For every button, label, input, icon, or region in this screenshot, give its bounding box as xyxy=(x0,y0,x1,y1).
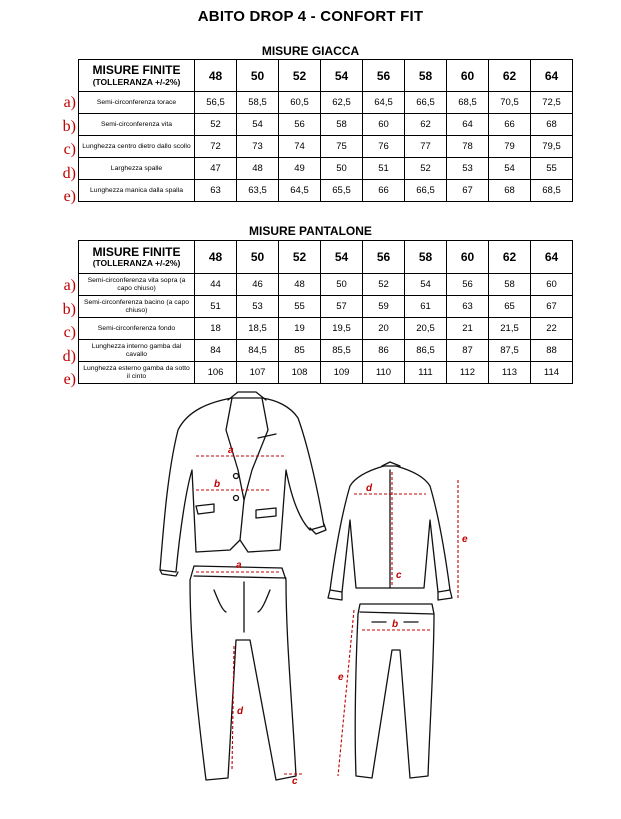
header-main: MISURE FINITE xyxy=(92,244,181,259)
measure-value: 68,5 xyxy=(531,180,573,202)
measure-value: 110 xyxy=(363,362,405,384)
measure-value: 64,5 xyxy=(363,92,405,114)
measure-value: 65 xyxy=(489,296,531,318)
diagram-label: d xyxy=(366,483,373,494)
size-header: 52 xyxy=(279,241,321,274)
size-header: 56 xyxy=(363,241,405,274)
measure-value: 109 xyxy=(321,362,363,384)
measure-value: 60,5 xyxy=(279,92,321,114)
size-header: 56 xyxy=(363,60,405,92)
measure-value: 49 xyxy=(279,158,321,180)
trousers-front-drawing xyxy=(190,566,296,780)
measure-value: 20,5 xyxy=(405,318,447,340)
measure-value: 65,5 xyxy=(321,180,363,202)
measure-value: 85,5 xyxy=(321,340,363,362)
measure-value: 61 xyxy=(405,296,447,318)
measure-value: 56,5 xyxy=(195,92,237,114)
measure-value: 51 xyxy=(195,296,237,318)
measure-value: 66 xyxy=(489,114,531,136)
measure-value: 73 xyxy=(237,136,279,158)
measure-value: 21 xyxy=(447,318,489,340)
measure-value: 52 xyxy=(363,274,405,296)
size-header: 48 xyxy=(195,60,237,92)
measure-value: 56 xyxy=(279,114,321,136)
measure-value: 86 xyxy=(363,340,405,362)
trousers-measure-e xyxy=(338,610,354,776)
measure-value: 47 xyxy=(195,158,237,180)
measure-value: 113 xyxy=(489,362,531,384)
jacket-subtitle: MISURE GIACCA xyxy=(261,44,360,58)
measure-value: 76 xyxy=(363,136,405,158)
measure-value: 19,5 xyxy=(321,318,363,340)
measure-value: 107 xyxy=(237,362,279,384)
measure-value: 58 xyxy=(321,114,363,136)
measure-value: 88 xyxy=(531,340,573,362)
size-header: 48 xyxy=(195,241,237,274)
measure-value: 54 xyxy=(405,274,447,296)
measure-value: 68,5 xyxy=(447,92,489,114)
row-letter: c) xyxy=(63,141,76,158)
size-header: 60 xyxy=(447,241,489,274)
measure-value: 54 xyxy=(489,158,531,180)
size-header: 60 xyxy=(447,60,489,92)
row-letter: c) xyxy=(63,324,76,341)
size-header: 54 xyxy=(321,241,363,274)
measure-value: 87,5 xyxy=(489,340,531,362)
row-letter: e) xyxy=(63,188,76,205)
measure-value: 53 xyxy=(237,296,279,318)
measure-value: 74 xyxy=(279,136,321,158)
measure-value: 67 xyxy=(531,296,573,318)
diagram-label: c xyxy=(396,570,402,581)
size-header: 58 xyxy=(405,60,447,92)
measure-value: 18 xyxy=(195,318,237,340)
size-header: 54 xyxy=(321,60,363,92)
measure-value: 87 xyxy=(447,340,489,362)
jacket-front-drawing xyxy=(160,392,326,576)
measure-label: Semi-circonferenza vita xyxy=(79,114,195,136)
measure-value: 64 xyxy=(447,114,489,136)
measure-value: 63 xyxy=(447,296,489,318)
header-sub: (TOLLERANZA +/-2%) xyxy=(92,258,181,269)
measure-value: 19 xyxy=(279,318,321,340)
measure-value: 21,5 xyxy=(489,318,531,340)
measure-value: 52 xyxy=(405,158,447,180)
diagram-label: e xyxy=(462,534,468,545)
measure-value: 22 xyxy=(531,318,573,340)
measure-value: 60 xyxy=(531,274,573,296)
measure-value: 79,5 xyxy=(531,136,573,158)
measure-value: 114 xyxy=(531,362,573,384)
header-main: MISURE FINITE xyxy=(92,63,181,78)
size-header: 50 xyxy=(237,60,279,92)
row-letter: d) xyxy=(62,164,76,182)
jacket-back-drawing xyxy=(328,462,452,600)
row-letter: e) xyxy=(63,371,76,388)
measure-value: 84,5 xyxy=(237,340,279,362)
measure-value: 55 xyxy=(279,296,321,318)
size-header: 52 xyxy=(279,60,321,92)
measure-label: Larghezza spalle xyxy=(79,158,195,180)
measure-value: 53 xyxy=(447,158,489,180)
measure-value: 78 xyxy=(447,136,489,158)
diagram-label: a xyxy=(236,560,242,571)
measure-label: Semi-circonferenza bacino (a capo chiuso) xyxy=(79,296,195,318)
measure-value: 46 xyxy=(237,274,279,296)
measure-value: 44 xyxy=(195,274,237,296)
measure-value: 106 xyxy=(195,362,237,384)
measure-value: 62,5 xyxy=(321,92,363,114)
size-header: 64 xyxy=(531,241,573,274)
measure-label: Lunghezza manica dalla spalla xyxy=(79,180,195,202)
measure-value: 59 xyxy=(363,296,405,318)
size-header: 50 xyxy=(237,241,279,274)
row-letter: b) xyxy=(62,300,76,318)
measure-value: 18,5 xyxy=(237,318,279,340)
diagram-label: b xyxy=(214,479,221,490)
measure-value: 55 xyxy=(531,158,573,180)
measure-value: 68 xyxy=(489,180,531,202)
measure-value: 66,5 xyxy=(405,92,447,114)
measure-label: Semi-circonferenza vita sopra (a capo chiuso) xyxy=(79,274,195,296)
size-header: 62 xyxy=(489,60,531,92)
measure-value: 20 xyxy=(363,318,405,340)
row-letter: d) xyxy=(62,347,76,365)
measure-value: 66,5 xyxy=(405,180,447,202)
measure-value: 72,5 xyxy=(531,92,573,114)
diagram-label: d xyxy=(237,706,244,717)
measure-value: 77 xyxy=(405,136,447,158)
measure-label: Semi-circonferenza fondo xyxy=(79,318,195,340)
row-letter: b) xyxy=(62,117,76,135)
measure-label: Lunghezza interno gamba dal cavallo xyxy=(79,340,195,362)
measure-value: 112 xyxy=(447,362,489,384)
diagram-label: b xyxy=(392,619,399,630)
measure-label: Lunghezza centro dietro dallo scollo xyxy=(79,136,195,158)
size-header: 58 xyxy=(405,241,447,274)
measure-value: 48 xyxy=(237,158,279,180)
diagram-label: e xyxy=(338,672,344,683)
measure-value: 50 xyxy=(321,158,363,180)
size-header: 64 xyxy=(531,60,573,92)
measure-value: 79 xyxy=(489,136,531,158)
measure-value: 63 xyxy=(195,180,237,202)
measure-value: 50 xyxy=(321,274,363,296)
measure-value: 58 xyxy=(489,274,531,296)
measure-label: Semi-circonferenza torace xyxy=(79,92,195,114)
row-letter: a) xyxy=(63,277,76,294)
measure-value: 52 xyxy=(195,114,237,136)
diagram-label: a xyxy=(228,445,234,456)
measure-value: 84 xyxy=(195,340,237,362)
page-title: ABITO DROP 4 - CONFORT FIT xyxy=(197,8,424,25)
measure-value: 75 xyxy=(321,136,363,158)
measure-value: 64,5 xyxy=(279,180,321,202)
size-header: 62 xyxy=(489,241,531,274)
measure-value: 54 xyxy=(237,114,279,136)
measure-value: 66 xyxy=(363,180,405,202)
measure-value: 58,5 xyxy=(237,92,279,114)
measure-label: Lunghezza esterno gamba da sotto il cinto xyxy=(79,362,195,384)
measure-value: 68 xyxy=(531,114,573,136)
measure-value: 57 xyxy=(321,296,363,318)
measure-value: 56 xyxy=(447,274,489,296)
measure-value: 48 xyxy=(279,274,321,296)
measure-value: 85 xyxy=(279,340,321,362)
measure-lines xyxy=(196,456,458,776)
measure-value: 86,5 xyxy=(405,340,447,362)
measure-value: 67 xyxy=(447,180,489,202)
header-sub: (TOLLERANZA +/-2%) xyxy=(92,76,181,87)
diagram-label: c xyxy=(292,776,298,787)
measure-value: 63,5 xyxy=(237,180,279,202)
measure-value: 60 xyxy=(363,114,405,136)
measure-value: 72 xyxy=(195,136,237,158)
measure-value: 62 xyxy=(405,114,447,136)
row-letter: a) xyxy=(63,94,76,111)
measure-value: 51 xyxy=(363,158,405,180)
measure-value: 111 xyxy=(405,362,447,384)
measure-value: 108 xyxy=(279,362,321,384)
measure-value: 70,5 xyxy=(489,92,531,114)
trousers-subtitle: MISURE PANTALONE xyxy=(249,224,372,238)
